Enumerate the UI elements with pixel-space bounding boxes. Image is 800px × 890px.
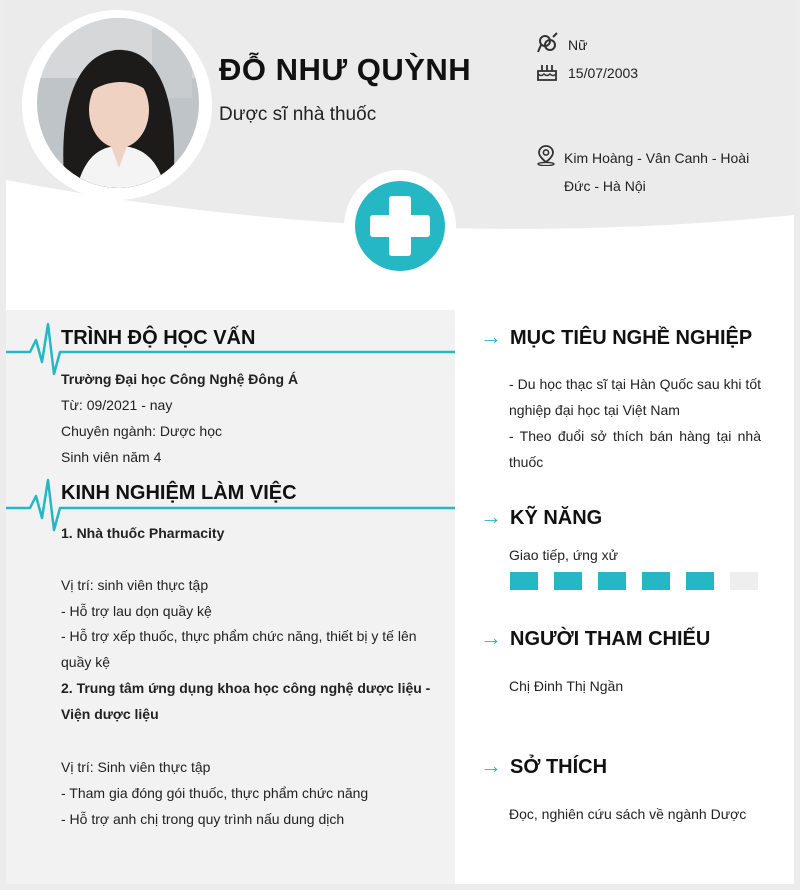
resume-page [6,0,794,884]
job-duty: - Tham gia đóng gói thuốc, thực phẩm chức năng [61,785,369,801]
school-name: Trường Đại học Công Nghệ Đông Á [61,371,299,387]
birthday-cake-icon [536,60,558,82]
skill-level-segment [598,572,626,590]
job-position: Vị trí: sinh viên thực tập [61,577,209,593]
education-title: TRÌNH ĐỘ HỌC VẤN [61,327,256,349]
references-title: NGƯỜI THAM CHIẾU [510,628,711,650]
skill-level-segment [730,572,758,590]
job-name: 1. Nhà thuốc Pharmacity [61,525,225,541]
skill-name: Giao tiếp, ứng xử [509,547,619,563]
skill-level-segment [510,572,538,590]
job-duty: - Hỗ trợ anh chị trong quy trình nấu dung dịch [61,811,345,827]
skill-level-segment [554,572,582,590]
study-year: Sinh viên năm 4 [61,449,162,465]
full-name: ĐỖ NHƯ QUỲNH [219,52,472,87]
location-pin-icon [535,144,557,166]
avatar [37,18,199,188]
arrow-right-icon: → [480,324,502,349]
job-position: Vị trí: Sinh viên thực tập [61,759,211,775]
hobbies-text: Đọc, nghiên cứu sách về ngành Dược [509,806,747,822]
job-name: 2. Trung tâm ứng dụng khoa học công nghệ dược liệu - Viện dược liệu [61,680,431,722]
arrow-right-icon: → [480,753,502,778]
medical-cross-icon [344,170,456,282]
job-title: Dược sĩ nhà thuốc [219,104,377,125]
objective-title: MỤC TIÊU NGHỀ NGHIỆP [510,327,753,349]
address-value: Kim Hoàng - Vân Canh - Hoài Đức - Hà Nội [564,150,750,194]
skills-title: KỸ NĂNG [510,507,603,529]
hobbies-title: SỞ THÍCH [510,756,608,778]
study-major: Chuyên ngành: Dược học [61,423,222,439]
skill-level-bar [510,572,758,590]
experience-title: KINH NGHIỆM LÀM VIỆC [61,482,297,504]
arrow-right-icon: → [480,625,502,650]
skill-level-segment [686,572,714,590]
objective-item: - Theo đuổi sở thích bán hàng tại nhà thuốc [509,428,761,470]
arrow-right-icon: → [480,504,502,529]
job-duty: - Hỗ trợ lau dọn quầy kệ [61,603,212,619]
birthdate-value: 15/07/2003 [568,65,639,81]
objective-item: - Du học thạc sĩ tại Hàn Quốc sau khi tốt nghiệp đại học tại Việt Nam [509,376,761,418]
reference-name: Chị Đinh Thị Ngần [509,678,624,694]
skill-level-segment [642,572,670,590]
study-period: Từ: 09/2021 - nay [61,397,173,413]
gender-value: Nữ [568,37,588,53]
gender-icon [536,32,558,54]
job-duty: - Hỗ trợ xếp thuốc, thực phẩm chức năng, thiết bị y tế lên quầy kệ [61,628,417,670]
